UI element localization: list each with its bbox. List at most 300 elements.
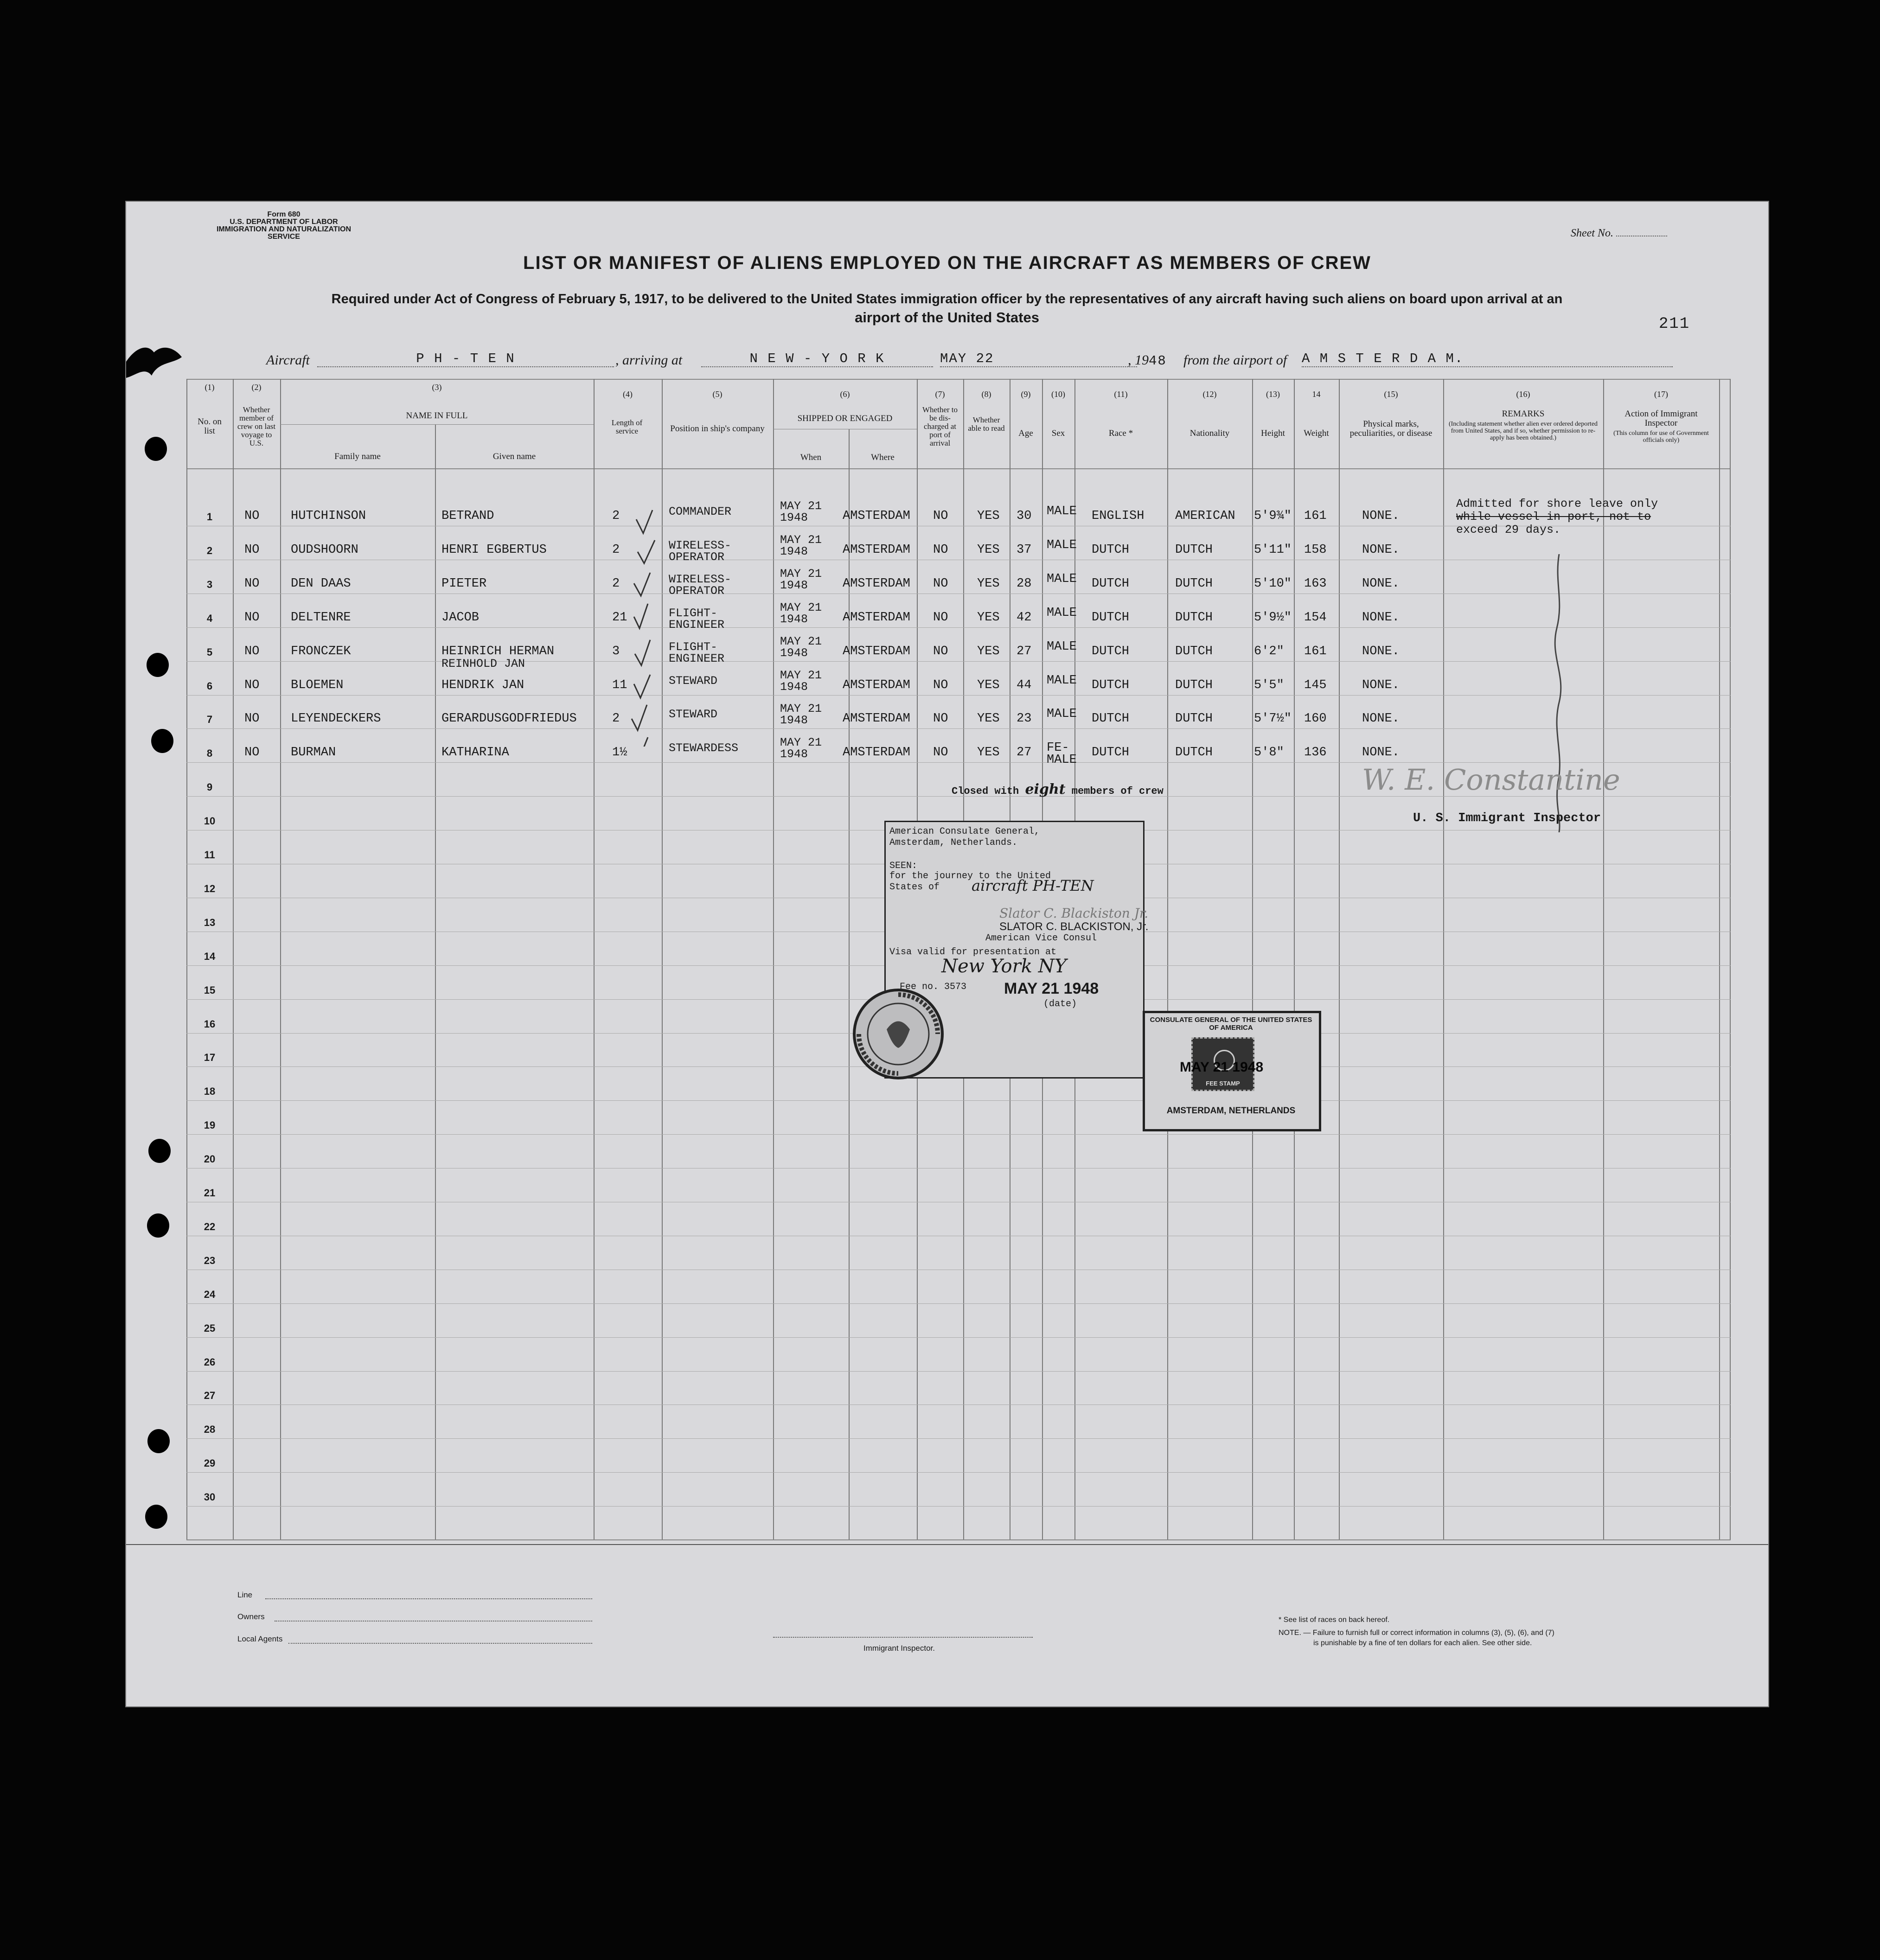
col-1-header: No. on list xyxy=(198,417,222,436)
crew-last-voyage: NO xyxy=(244,644,260,658)
nationality: DUTCH xyxy=(1175,678,1213,692)
col-7-num: (7) xyxy=(935,389,945,399)
consulate-line-2: Amsterdam, Netherlands. xyxy=(889,837,1018,848)
nationality: DUTCH xyxy=(1175,576,1213,591)
able-to-read: YES xyxy=(977,746,1000,760)
race: DUTCH xyxy=(1092,610,1130,625)
family-name: LEYENDECKERS xyxy=(291,712,381,726)
race: DUTCH xyxy=(1092,543,1130,557)
row-number: 28 xyxy=(204,1424,216,1436)
able-to-read: YES xyxy=(977,576,1000,591)
given-name: PIETER xyxy=(441,576,487,591)
col-5-header: Position in ship's company xyxy=(670,424,765,434)
row-line xyxy=(186,695,1731,696)
nationality: DUTCH xyxy=(1175,543,1213,557)
shipped-when: MAY 21 xyxy=(780,499,822,513)
row-line xyxy=(186,1303,1731,1304)
footer-note: NOTE. — Failure to furnish full or correct information in columns (3), (5), (6), and (7) xyxy=(1279,1629,1554,1637)
crew-last-voyage: NO xyxy=(244,576,260,591)
shipped-where: AMSTERDAM xyxy=(843,543,910,557)
sex: MALE xyxy=(1047,707,1077,721)
footer-line-field xyxy=(265,1598,592,1599)
row-number: 16 xyxy=(204,1018,216,1030)
consul-role: American Vice Consul xyxy=(985,933,1097,944)
weight: 160 xyxy=(1304,712,1327,726)
binder-hole xyxy=(148,1139,171,1163)
row-number: 4 xyxy=(206,612,213,624)
from-value: A M S T E R D A M. xyxy=(1302,351,1673,367)
col-16-num: (16) xyxy=(1516,389,1530,399)
discharged: NO xyxy=(933,644,948,658)
age: 30 xyxy=(1017,509,1032,523)
col-line xyxy=(1252,379,1253,1539)
row-number: 1 xyxy=(206,511,213,523)
col-line xyxy=(435,424,436,1539)
shipped-year: 1948 xyxy=(780,680,808,694)
discharged: NO xyxy=(933,678,948,692)
consul-name: SLATOR C. BLACKISTON, Jr. xyxy=(999,920,1149,933)
col-15-header: Physical marks, peculiarities, or disease xyxy=(1349,419,1432,438)
col-10-num: (10) xyxy=(1051,389,1065,399)
length-of-service: 1½ xyxy=(612,746,627,760)
shipped-when: MAY 21 xyxy=(780,533,822,547)
footer-owners-label: Owners xyxy=(237,1612,265,1621)
length-of-service: 3 xyxy=(612,644,620,658)
table-bottom-line xyxy=(186,1539,1731,1540)
col-13-num: (13) xyxy=(1266,389,1280,399)
arriving-label: , arriving at xyxy=(615,352,683,368)
row-number: 5 xyxy=(206,646,213,658)
col-13-header: Height xyxy=(1261,428,1285,438)
position-2: ENGINEER xyxy=(669,618,725,632)
given-name: HENDRIK JAN xyxy=(441,678,524,692)
crew-last-voyage: NO xyxy=(244,678,260,692)
binder-hole xyxy=(147,653,169,677)
col-line xyxy=(849,429,850,1539)
row-number: 17 xyxy=(204,1052,216,1064)
row-number: 30 xyxy=(204,1491,216,1503)
shipped-year: 1948 xyxy=(780,747,808,761)
row-number: 13 xyxy=(204,916,216,928)
row-number: 19 xyxy=(204,1119,216,1131)
age: 28 xyxy=(1017,576,1032,591)
given-name: KATHARINA xyxy=(441,746,509,760)
able-to-read: YES xyxy=(977,678,1000,692)
row-line xyxy=(186,1472,1731,1473)
height: 5'10" xyxy=(1254,576,1292,591)
crew-last-voyage: NO xyxy=(244,712,260,726)
able-to-read: YES xyxy=(977,644,1000,658)
row-number: 15 xyxy=(204,984,216,996)
consulate-line-1: American Consulate General, xyxy=(889,826,1040,837)
visa-place: New York NY xyxy=(941,956,1067,977)
discharged: NO xyxy=(933,746,948,760)
physical-marks: NONE. xyxy=(1362,543,1400,557)
col-line xyxy=(1603,379,1604,1539)
row-line xyxy=(186,1134,1731,1135)
col-11-header: Race * xyxy=(1108,428,1133,438)
row-line xyxy=(186,728,1731,729)
physical-marks: NONE. xyxy=(1362,678,1400,692)
remarks-line-1: Admitted for shore leave only xyxy=(1456,497,1658,511)
year-label: , 1948 xyxy=(1128,352,1167,369)
page-rule xyxy=(126,1544,1768,1545)
table-header-bottom-line xyxy=(186,468,1731,469)
consulate-date-label: (date) xyxy=(1043,999,1077,1009)
binder-hole xyxy=(145,1505,167,1529)
col-2-num: (2) xyxy=(251,383,262,392)
age: 37 xyxy=(1017,543,1032,557)
physical-marks: NONE. xyxy=(1362,610,1400,625)
race: DUTCH xyxy=(1092,712,1130,726)
col-line xyxy=(186,379,187,1539)
row-number: 26 xyxy=(204,1356,216,1368)
col-16-header: REMARKS xyxy=(1502,409,1545,419)
height: 5'8" xyxy=(1254,746,1284,760)
row-number: 27 xyxy=(204,1390,216,1402)
row-line xyxy=(186,1506,1731,1507)
row-line xyxy=(186,1371,1731,1372)
consular-seal xyxy=(850,985,947,1083)
col-6b-header: Where xyxy=(871,453,895,462)
nationality: DUTCH xyxy=(1175,746,1213,760)
shipped-year: 1948 xyxy=(780,578,808,592)
col-line xyxy=(594,379,595,1539)
length-of-service: 11 xyxy=(612,678,627,692)
arrival-date: MAY 22 xyxy=(940,351,1137,367)
col-9-num: (9) xyxy=(1021,389,1031,399)
given-name: HEINRICH HERMAN xyxy=(441,644,555,658)
nationality: DUTCH xyxy=(1175,712,1213,726)
footer-line-label: Line xyxy=(237,1590,253,1599)
consulate-journey: for the journey to the United xyxy=(889,871,1051,881)
stamped-number: 211 xyxy=(1659,315,1690,333)
position: FLIGHT- xyxy=(669,606,718,620)
col-3a-header: Family name xyxy=(334,452,381,461)
physical-marks: NONE. xyxy=(1362,509,1400,523)
row-number: 21 xyxy=(204,1187,216,1199)
given-name: GERARDUSGODFRIEDUS xyxy=(441,712,577,726)
arriving-value: N E W - Y O R K xyxy=(701,351,933,367)
given-name: JACOB xyxy=(441,610,480,625)
nationality: AMERICAN xyxy=(1175,509,1235,523)
col-14-header: Weight xyxy=(1304,428,1329,438)
from-label: from the airport of xyxy=(1183,352,1287,368)
position-2: ENGINEER xyxy=(669,651,725,665)
footer-agents-label: Local Agents xyxy=(237,1634,283,1643)
sheet-number: Sheet No. xyxy=(1571,227,1667,240)
shipped-when: MAY 21 xyxy=(780,736,822,750)
department-name: U.S. DEPARTMENT OF LABOR xyxy=(230,218,338,226)
given-name: BETRAND xyxy=(441,509,494,523)
row-number: 22 xyxy=(204,1220,216,1232)
position: STEWARD xyxy=(669,674,718,688)
weight: 136 xyxy=(1304,746,1327,760)
col-12-num: (12) xyxy=(1202,389,1217,399)
col-8-header: Whether able to read xyxy=(968,415,1005,433)
position: STEWARD xyxy=(669,708,718,721)
nationality: DUTCH xyxy=(1175,644,1213,658)
row-line xyxy=(186,1337,1731,1338)
family-name: DELTENRE xyxy=(291,610,351,625)
visa-valid: Visa valid for presentation at xyxy=(889,947,1057,958)
remarks-line-3: exceed 29 days. xyxy=(1456,523,1561,536)
col-line xyxy=(1339,379,1340,1539)
sex: MALE xyxy=(1047,572,1077,586)
inspector-title: U. S. Immigrant Inspector xyxy=(1413,811,1601,825)
shipped-when: MAY 21 xyxy=(780,567,822,581)
position: COMMANDER xyxy=(669,505,732,518)
col-7-header: Whether to be dis-charged at port of arrival xyxy=(922,405,958,447)
discharged: NO xyxy=(933,576,948,591)
physical-marks: NONE. xyxy=(1362,746,1400,760)
crew-last-voyage: NO xyxy=(244,610,260,625)
torn-corner xyxy=(126,343,200,394)
table-top-line xyxy=(186,379,1731,380)
fee-no: Fee no. 3573 xyxy=(900,982,967,992)
consul-signature: Slator C. Blackiston Jr. xyxy=(999,906,1149,921)
col-4-num: (4) xyxy=(623,389,633,399)
col-line xyxy=(773,379,774,1539)
col-line xyxy=(1443,379,1444,1539)
col-5-num: (5) xyxy=(712,389,723,399)
weight: 163 xyxy=(1304,576,1327,591)
discharged: NO xyxy=(933,509,948,523)
weight: 145 xyxy=(1304,678,1327,692)
name-subheader-line xyxy=(280,424,594,425)
discharged: NO xyxy=(933,543,948,557)
height: 5'11" xyxy=(1254,543,1292,557)
shipped-where: AMSTERDAM xyxy=(843,746,910,760)
sex-2: MALE xyxy=(1047,753,1077,767)
shipped-year: 1948 xyxy=(780,612,808,626)
check-marks xyxy=(629,505,685,747)
row-number: 29 xyxy=(204,1457,216,1469)
col-line xyxy=(1719,379,1720,1539)
age: 44 xyxy=(1017,678,1032,692)
family-name: BLOEMEN xyxy=(291,678,344,692)
consulate-date: MAY 21 1948 xyxy=(1004,980,1099,997)
col-line xyxy=(1730,379,1731,1539)
shipped-when: MAY 21 xyxy=(780,668,822,682)
form-header xyxy=(210,211,358,241)
form-number: Form 680 xyxy=(267,211,301,218)
age: 23 xyxy=(1017,712,1032,726)
col-6-header: SHIPPED OR ENGAGED xyxy=(797,414,893,423)
family-name: DEN DAAS xyxy=(291,576,351,591)
height: 5'9½" xyxy=(1254,610,1292,625)
aircraft-value: P H - T E N xyxy=(317,351,614,367)
col-2-header: Whether member of crew on last voyage to U.S. xyxy=(237,405,276,447)
col-12-header: Nationality xyxy=(1189,428,1230,438)
race: DUTCH xyxy=(1092,746,1130,760)
inspector-signature: W. E. Constantine xyxy=(1362,763,1620,797)
fee-stamp-date: MAY 21 1948 xyxy=(1180,1060,1264,1075)
col-15-num: (15) xyxy=(1384,389,1398,399)
footer-owners-field xyxy=(275,1621,592,1622)
position: WIRELESS- xyxy=(669,572,732,586)
binder-hole xyxy=(147,1429,170,1453)
fee-stamp xyxy=(1143,1011,1321,1131)
row-line xyxy=(186,1438,1731,1439)
col-line xyxy=(280,379,281,1539)
shipped-where: AMSTERDAM xyxy=(843,576,910,591)
col-1-num: (1) xyxy=(205,383,215,392)
shipped-where: AMSTERDAM xyxy=(843,644,910,658)
row-number: 23 xyxy=(204,1254,216,1266)
row-line xyxy=(186,627,1731,628)
race: DUTCH xyxy=(1092,576,1130,591)
row-number: 7 xyxy=(206,714,213,726)
row-number: 6 xyxy=(206,680,213,692)
row-number: 3 xyxy=(206,578,213,590)
shipped-where: AMSTERDAM xyxy=(843,509,910,523)
col-3-num: (3) xyxy=(432,383,442,392)
shipped-year: 1948 xyxy=(780,511,808,524)
crew-last-voyage: NO xyxy=(244,746,260,760)
col-line xyxy=(1294,379,1295,1539)
col-10-header: Sex xyxy=(1051,428,1065,438)
sex: MALE xyxy=(1047,639,1077,654)
service-name: IMMIGRATION AND NATURALIZATION SERVICE xyxy=(216,225,352,241)
row-number: 9 xyxy=(206,781,213,793)
consulate-seen: SEEN: xyxy=(889,861,918,871)
position-2: OPERATOR xyxy=(669,584,725,598)
family-name: HUTCHINSON xyxy=(291,509,366,523)
shipped-year: 1948 xyxy=(780,544,808,558)
col-16-note: (Including statement whether alien ever ordered deported from United States, and if so, whether permission to re-apply has been obtained.) xyxy=(1448,421,1598,441)
crew-last-voyage: NO xyxy=(244,543,260,557)
able-to-read: YES xyxy=(977,509,1000,523)
given-name-2: REINHOLD JAN xyxy=(441,657,525,670)
aircraft-label: Aircraft xyxy=(266,352,310,368)
age: 42 xyxy=(1017,610,1032,625)
col-line xyxy=(233,379,234,1539)
col-8-num: (8) xyxy=(981,389,991,399)
col-17-note: (This column for use of Government officials only) xyxy=(1613,430,1709,444)
col-17-num: (17) xyxy=(1654,389,1668,399)
consulate-aircraft: aircraft PH-TEN xyxy=(972,877,1094,894)
able-to-read: YES xyxy=(977,543,1000,557)
race: DUTCH xyxy=(1092,644,1130,658)
row-number: 24 xyxy=(204,1288,216,1300)
length-of-service: 2 xyxy=(612,712,620,726)
row-number: 11 xyxy=(204,849,215,861)
crew-last-voyage: NO xyxy=(244,509,260,523)
length-of-service: 2 xyxy=(612,543,620,557)
page-subtitle: Required under Act of Congress of February 5, 1917, to be delivered to the United States immigration officer by the representatives of any aircraft having such aliens on board upon arrival at an airport of the United States xyxy=(331,292,1563,326)
nationality: DUTCH xyxy=(1175,610,1213,625)
row-number: 2 xyxy=(206,544,213,556)
family-name: OUDSHOORN xyxy=(291,543,358,557)
col-6-num: (6) xyxy=(840,389,850,399)
row-number: 12 xyxy=(204,882,216,894)
shipped-where: AMSTERDAM xyxy=(843,610,910,625)
row-number: 14 xyxy=(204,950,216,962)
col-17-header: Action of Immigrant Inspector xyxy=(1624,409,1698,428)
fee-stamp-top: CONSULATE GENERAL OF THE UNITED STATES OF AMERICA xyxy=(1150,1016,1312,1032)
given-name: HENRI EGBERTUS xyxy=(441,543,547,557)
shipped-where: AMSTERDAM xyxy=(843,712,910,726)
row-number: 10 xyxy=(204,815,216,827)
row-number: 18 xyxy=(204,1085,216,1098)
races-note: * See list of races on back hereof. xyxy=(1279,1616,1390,1624)
age: 27 xyxy=(1017,746,1032,760)
sex: FE- xyxy=(1047,741,1069,755)
physical-marks: NONE. xyxy=(1362,576,1400,591)
weight: 161 xyxy=(1304,509,1327,523)
discharged: NO xyxy=(933,712,948,726)
manifest-page xyxy=(126,202,1768,1706)
col-6a-header: When xyxy=(800,453,822,462)
family-name: FRONCZEK xyxy=(291,644,351,658)
shipped-year: 1948 xyxy=(780,714,808,728)
shipped-when: MAY 21 xyxy=(780,634,822,648)
physical-marks: NONE. xyxy=(1362,712,1400,726)
shipped-when: MAY 21 xyxy=(780,702,822,716)
height: 6'2" xyxy=(1254,644,1284,658)
remarks-line-2: while vessel in port, not to xyxy=(1456,510,1651,524)
sex: MALE xyxy=(1047,606,1077,620)
row-number: 8 xyxy=(206,747,213,760)
position: STEWARDESS xyxy=(669,741,739,755)
binder-hole xyxy=(147,1213,169,1238)
position-2: OPERATOR xyxy=(669,550,725,564)
col-11-num: (11) xyxy=(1114,389,1128,399)
col-4-header: Length of service xyxy=(611,418,643,435)
row-line xyxy=(186,661,1731,662)
shipped-where: AMSTERDAM xyxy=(843,678,910,692)
check-mark-icon xyxy=(632,510,655,747)
length-of-service: 2 xyxy=(612,576,620,591)
fee-stamp-bottom: AMSTERDAM, NETHERLANDS xyxy=(1166,1106,1296,1116)
col-3-header: NAME IN FULL xyxy=(406,411,468,421)
height: 5'9¾" xyxy=(1254,509,1292,523)
col-14-num: 14 xyxy=(1312,389,1321,399)
binder-hole xyxy=(151,729,173,753)
inspector-signature-field xyxy=(773,1637,1033,1638)
weight: 161 xyxy=(1304,644,1327,658)
page-title: LIST OR MANIFEST OF ALIENS EMPLOYED ON THE AIRCRAFT AS MEMBERS OF CREW xyxy=(523,253,1371,273)
footer-inspector: Immigrant Inspector. xyxy=(863,1644,935,1653)
weight: 154 xyxy=(1304,610,1327,625)
closed-with-line: Closed with eight members of crew xyxy=(952,781,1164,798)
shipped-year: 1948 xyxy=(780,646,808,660)
row-line xyxy=(186,1100,1731,1101)
race: ENGLISH xyxy=(1092,509,1145,523)
height: 5'7½" xyxy=(1254,712,1292,726)
col-3b-header: Given name xyxy=(492,452,536,461)
length-of-service: 21 xyxy=(612,610,627,625)
physical-marks: NONE. xyxy=(1362,644,1400,658)
length-of-service: 2 xyxy=(612,509,620,523)
footer-note-2: is punishable by a fine of ten dollars for each alien. See other side. xyxy=(1313,1639,1532,1647)
family-name: BURMAN xyxy=(291,746,336,760)
fee-stamp-label: FEE STAMP xyxy=(1206,1080,1240,1087)
sex: MALE xyxy=(1047,673,1077,688)
height: 5'5" xyxy=(1254,678,1284,692)
position: WIRELESS- xyxy=(669,538,732,552)
discharged: NO xyxy=(933,610,948,625)
able-to-read: YES xyxy=(977,712,1000,726)
consulate-states-of: States of xyxy=(889,882,940,893)
able-to-read: YES xyxy=(977,610,1000,625)
row-number: 25 xyxy=(204,1322,216,1334)
col-line xyxy=(1167,379,1168,1539)
shipped-when: MAY 21 xyxy=(780,600,822,614)
sex: MALE xyxy=(1047,538,1077,552)
race: DUTCH xyxy=(1092,678,1130,692)
